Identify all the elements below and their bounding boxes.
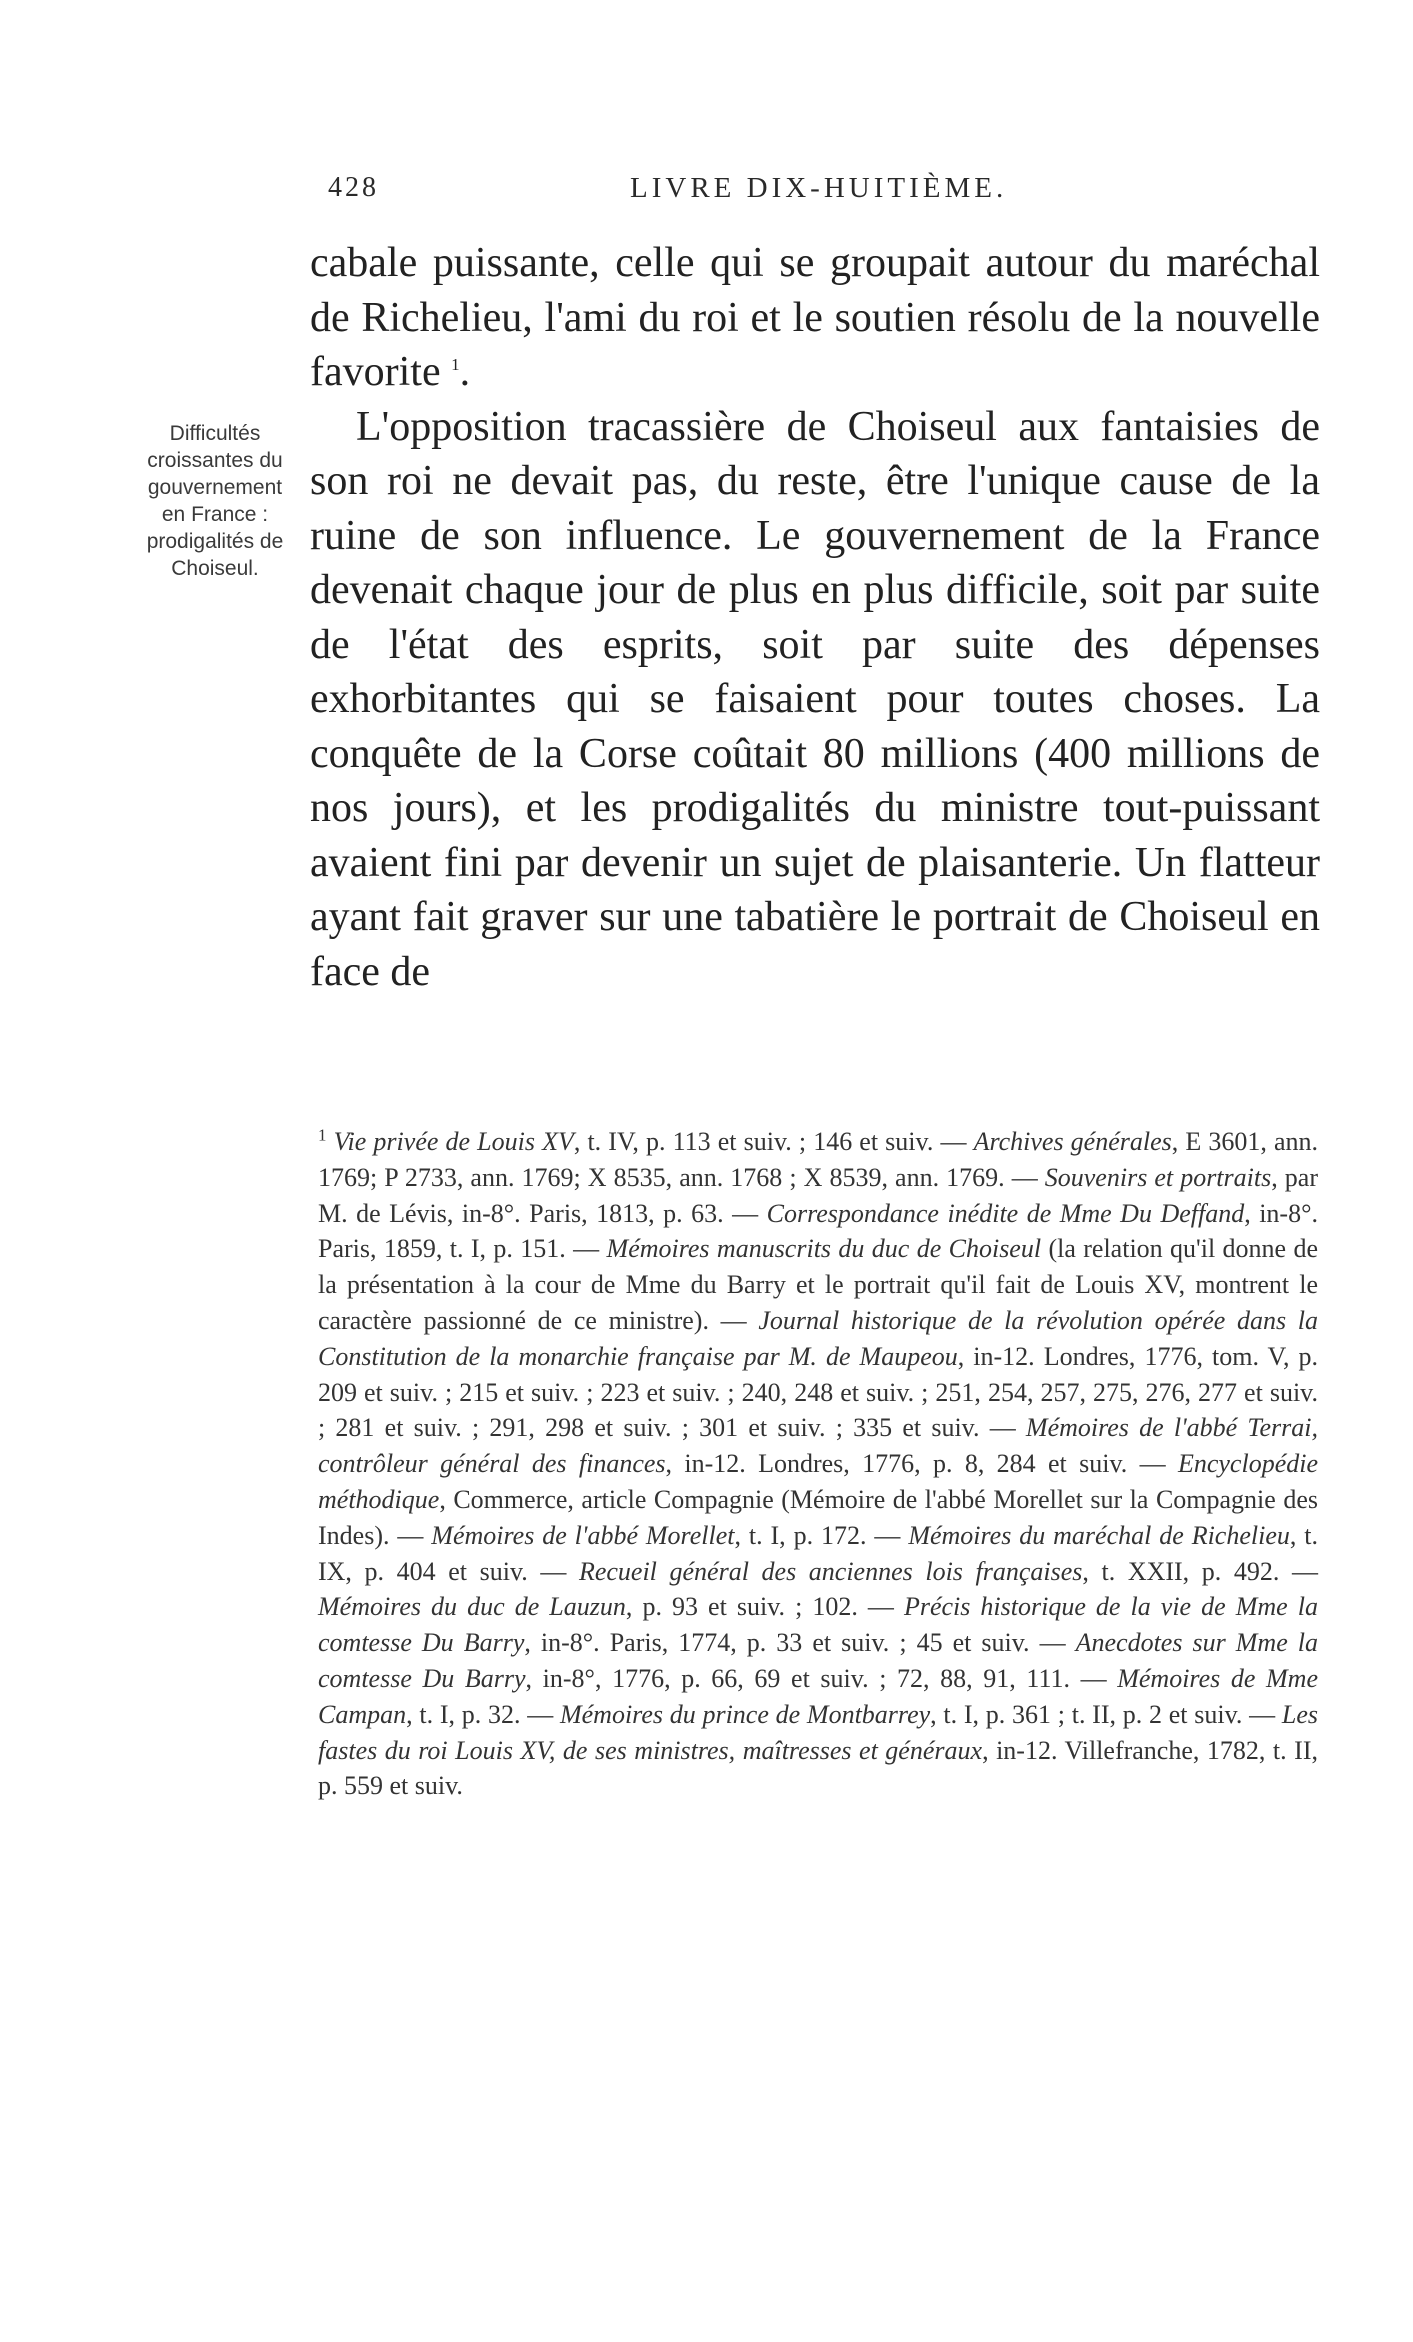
footnote-text: , t. I, p. 172. — [734,1520,909,1550]
footnote-text: , t. I, p. 361 ; t. II, p. 2 et suiv. — [930,1699,1282,1729]
body-text [310,236,1320,999]
footnote-text: , Commerce, article Compagnie (Mémoire de l'abbé Morellet sur la Compagnie des Indes). — [318,1484,1318,1550]
footnote-title: Mémoires de l'abbé Morellet [431,1520,735,1550]
footnote-text: , in-8°. Paris, 1774, p. 33 et suiv. ; 45 et suiv. — [524,1628,1076,1658]
footnote-title: Recueil général des anciennes lois françaises [578,1556,1083,1586]
footnote-title: Archives générales [973,1127,1172,1156]
footnote-title: Mémoires de l'abbé Terrai, contrôleur général des finances [318,1413,1318,1479]
footnote-title: Mémoires du prince de Montbarrey [559,1699,931,1729]
footnote-title: Mémoires du maréchal de Richelieu [908,1520,1290,1550]
footnote-text: , in-8°, 1776, p. 66, 69 et suiv. ; 72, 88, 91, 111. — [525,1663,1118,1693]
footnote-text: , p. 93 et suiv. ; 102. — [625,1592,904,1622]
margin-note-line: en France : [161,503,269,526]
footnote-title: Mémoires du duc de Lauzun [318,1592,626,1622]
margin-note-line: gouvernement [147,476,283,499]
footnote-title: Journal historique de la révolution opérée dans la Constitution de la monarchie française par M. de Maupeou [318,1305,1319,1371]
paragraph-1-text: cabale puissante, celle qui se groupait autour du maréchal de Richelieu, l'ami du roi et le soutien résolu de la nouvelle favorite [310,240,1320,395]
footnote-mark: 1 [318,1125,327,1145]
footnote-title: Souvenirs et portraits [1044,1162,1272,1192]
footnote-title: Correspondance inédite de Mme Du Deffand [766,1198,1245,1228]
paragraph-1-end: . [459,349,471,395]
footnote-title: Les fastes du roi Louis XV, de ses ministres, maîtresses et généraux [318,1699,1318,1765]
footnote-text: , t. IX, p. 404 et suiv. — [318,1520,1319,1586]
footnote-text: , t. XXII, p. 492. — [1082,1556,1318,1586]
footnote-title: Mémoires manuscrits du duc de Choiseul [606,1234,1042,1264]
footnote-text: , t. I, p. 32. — [406,1699,560,1729]
footnote-text: , in-12. Londres, 1776, tom. V, p. 209 et suiv. ; 215 et suiv. ; 223 et suiv. ; 240, 248 et suiv. ; 251, 254, 257, 275, 276, 277 et suiv. ; 281 et suiv. ; 291, 298 et suiv. ; 301 et suiv. ; 335 et suiv. — [318,1341,1318,1443]
paragraph-2: L'opposition tracassière de Choiseul aux fantaisies de son roi ne devait pas, du reste, être l'unique cause de la ruine de son influence. Le gouvernement de la France devenait chaque jour de plus en plus difficile, soit par suite de l'état des esprits, soit par suite des dépenses exhorbitantes qui se faisaient pour toutes choses. La conquête de la Corse coûtait 80 millions (400 millions de nos jours), et les prodigalités du ministre tout-puissant avaient fini par devenir un sujet de plaisanterie. Un flatteur ayant fait graver sur une tabatière le portrait de Choiseul en face de [310,403,1320,995]
chapter-title: LIVRE DIX-HUITIÈME. [630,172,1008,204]
footnote-title: Précis historique de la vie de Mme la comtesse Du Barry [318,1592,1318,1658]
page-number: 428 [328,172,379,203]
margin-note [120,420,310,582]
footnote-text: , E 3601, ann. 1769; P 2733, ann. 1769; X 8535, ann. 1768 ; X 8539, ann. 1769. — [318,1127,1318,1192]
margin-note-line: Choiseul. [171,557,259,580]
footnote-title: Anecdotes sur Mme la comtesse Du Barry [318,1628,1318,1693]
footnote-text: , in-12. Villefranche, 1782, t. II, p. 559 et suiv. [318,1735,1318,1801]
footnote-text: , par M. de Lévis, in-8°. Paris, 1813, p. 63. — [318,1162,1318,1228]
footnote-title: Mémoires de Mme Campan [318,1663,1319,1729]
paragraph-1 [310,236,1320,400]
footnote-title: Encyclopédie méthodique [318,1449,1318,1514]
footnote-text: (la relation qu'il donne de la présentation à la cour de Mme du Barry et le portrait qu'il fait de Louis XV, montrent le caractère passionné de ce ministre). — [318,1234,1319,1335]
footnote [318,1124,1318,1804]
margin-note-line: croissantes du [147,449,283,472]
footnote-reference: 1 [451,355,460,374]
footnote-text: , in-12. Londres, 1776, p. 8, 284 et suiv. — [665,1449,1178,1479]
footnote-text: , in-8°. Paris, 1859, t. I, p. 151. — [318,1198,1318,1264]
running-head [310,172,1320,212]
margin-note-line: prodigalités de [146,530,284,553]
margin-note-line: Difficultés [169,422,261,445]
footnote-title: Vie privée de Louis XV [333,1127,574,1156]
footnote-text: , t. IV, p. 113 et suiv. ; 146 et suiv. — [573,1127,974,1156]
